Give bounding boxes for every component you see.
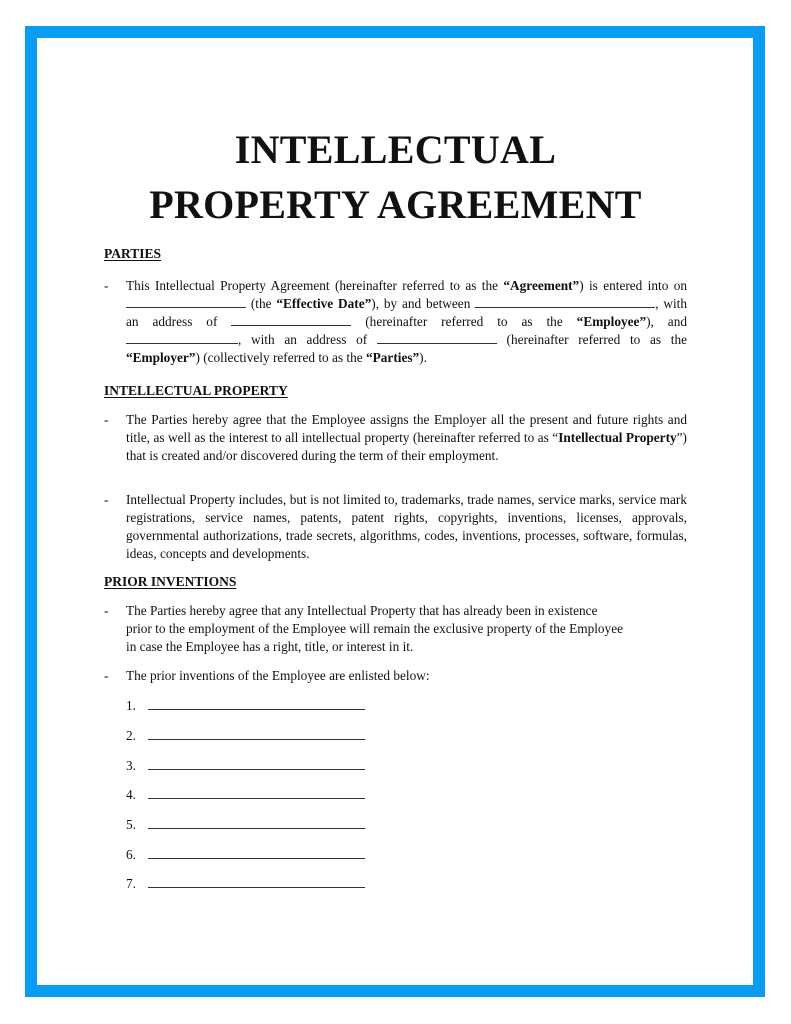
invention-6-blank[interactable] <box>148 858 365 859</box>
invention-3-blank[interactable] <box>148 769 365 770</box>
bullet-dash: - <box>104 668 109 683</box>
list-number: 1. <box>126 698 136 713</box>
bullet-dash: - <box>104 278 109 293</box>
defined-term-employer: “Employer” <box>126 350 196 365</box>
text: The Parties hereby agree that the Employee assigns the Employer all the present and future rights and title, as well as the interest to all intellectual property (hereinafter referred to as “ <box>126 412 687 445</box>
defined-term-employee: “Employee” <box>576 314 647 329</box>
defined-term-effective-date: “Effective Date” <box>276 296 372 311</box>
list-number: 4. <box>126 787 136 802</box>
invention-4-blank[interactable] <box>148 798 365 799</box>
text-line: in case the Employee has a right, title, or interest in it. <box>126 639 414 654</box>
employer-address-blank[interactable] <box>377 331 497 344</box>
text: ) (collectively referred to as the <box>195 350 366 365</box>
text: (the <box>246 296 277 311</box>
invention-list-item-1 <box>126 697 148 715</box>
text-line: prior to the employment of the Employee will remain the exclusive property of the Employee <box>126 621 624 636</box>
bullet-dash: - <box>104 492 109 507</box>
invention-list-item-3 <box>126 757 148 775</box>
invention-7-blank[interactable] <box>148 887 365 888</box>
list-number: 7. <box>126 876 136 891</box>
text: This Intellectual Property Agreement (hereinafter referred to as the <box>126 278 504 293</box>
invention-list-item-5 <box>126 816 148 834</box>
bullet-dash: - <box>104 412 109 427</box>
employee-address-blank[interactable] <box>231 313 351 326</box>
defined-term-parties: “Parties” <box>366 350 420 365</box>
section-heading-parties: PARTIES <box>104 246 162 261</box>
text: (hereinafter referred to as the <box>496 332 688 347</box>
text: (hereinafter referred to as the <box>351 314 577 329</box>
text: ). <box>419 350 427 365</box>
text: ), by and between <box>371 296 476 311</box>
text: , with an address of <box>126 296 687 329</box>
document-title-line-1: INTELLECTUAL <box>234 127 557 172</box>
list-number: 2. <box>126 728 136 743</box>
bullet-dash: - <box>104 603 109 618</box>
invention-list-item-4 <box>126 786 148 804</box>
text: , with an address of <box>238 332 377 347</box>
prior-inventions-intro: The prior inventions of the Employee are enlisted below: <box>126 668 430 683</box>
list-number: 5. <box>126 817 136 832</box>
invention-list-item-6 <box>126 846 148 864</box>
section-heading-intellectual-property: INTELLECTUAL PROPERTY <box>104 383 288 398</box>
list-number: 6. <box>126 847 136 862</box>
list-number: 3. <box>126 758 136 773</box>
ip-definition-paragraph: Intellectual Property includes, but is not limited to, trademarks, trade names, service marks, service mark registrations, service names, patents, patent rights, copyrights, inventions, licenses, approvals, governmental authorizations, trade secrets, algorithms, codes, inventions, processes, software, formulas, ideas, concepts and developments. <box>126 492 687 561</box>
prior-inventions-paragraph <box>126 602 706 656</box>
parties-paragraph <box>126 277 687 367</box>
text: ), and <box>646 314 687 329</box>
section-heading-prior-inventions: PRIOR INVENTIONS <box>104 574 237 589</box>
text-line: The Parties hereby agree that any Intellectual Property that has already been in existence <box>126 603 598 618</box>
text: ) is entered into on <box>579 278 687 293</box>
effective-date-blank[interactable] <box>126 295 246 308</box>
employee-name-blank[interactable] <box>475 295 655 308</box>
defined-term-agreement: “Agreement” <box>503 278 580 293</box>
text: ”) that is created and/or discovered during the term of their employment. <box>126 430 687 463</box>
invention-list-item-2 <box>126 727 148 745</box>
defined-term-intellectual-property: Intellectual Property <box>558 430 677 445</box>
invention-2-blank[interactable] <box>148 739 365 740</box>
invention-list-item-7 <box>126 875 148 893</box>
invention-5-blank[interactable] <box>148 828 365 829</box>
employer-name-blank[interactable] <box>126 331 238 344</box>
document-title-line-2: PROPERTY AGREEMENT <box>149 182 642 227</box>
invention-1-blank[interactable] <box>148 709 365 710</box>
ip-assignment-paragraph <box>126 411 687 465</box>
